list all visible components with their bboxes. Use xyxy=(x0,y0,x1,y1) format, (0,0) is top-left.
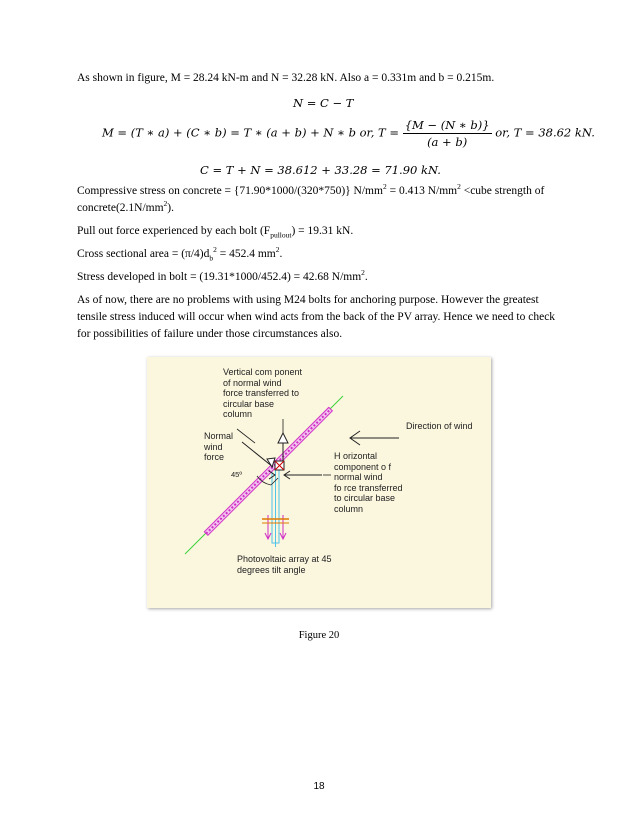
equation-moment-right: or, T = 38.62 kN. xyxy=(495,125,595,140)
equation-moment-left: M = (T ∗ a) + (C ∗ b) = T ∗ (a + b) + N ∗ b or, T = xyxy=(102,125,400,140)
pullout-text-2: ) = 19.31 kN. xyxy=(291,225,354,237)
area-text-1: Cross sectional area = (π/4)d xyxy=(77,248,210,260)
compressive-text-4: ). xyxy=(167,202,175,214)
stress-text-2: . xyxy=(364,271,368,283)
label-horizontal-component: H orizontal component o f normal wind fo rce transferred to circular base column xyxy=(334,451,403,514)
page-number: 18 xyxy=(313,781,325,792)
label-normal-wind-force: Normal wind force xyxy=(204,431,234,462)
area-text-3: . xyxy=(279,248,283,260)
equation-n: N = C − T xyxy=(293,96,354,110)
compressive-stress-paragraph xyxy=(77,183,567,217)
equation-c: C = T + N = 38.612 + 33.28 = 71.90 kN. xyxy=(200,163,441,177)
compressive-text-2: = 0.413 N/mm xyxy=(386,185,458,197)
conclusion-paragraph: As of now, there are no problems with using M24 bolts for anchoring purpose. However the greatest tensile stress induced will occur when wind acts from the back of the PV array. Hence we need to check for possibilities of failure under those circumstances also. xyxy=(77,294,556,340)
stress-superscript: 2 xyxy=(361,268,365,278)
cross-section-paragraph xyxy=(77,246,567,263)
pullout-subscript: pullout xyxy=(270,230,292,240)
label-vertical-component: Vertical com ponent of normal wind force transferred to circular base column xyxy=(223,367,303,419)
area-text-2: = 452.4 mm xyxy=(216,248,276,260)
figure-caption: Figure 20 xyxy=(298,630,340,641)
normal-force-arrow xyxy=(242,442,273,467)
fraction-numerator: {M − (N ∗ b)} xyxy=(404,118,490,132)
fraction-denominator: (a + b) xyxy=(427,135,468,149)
figure-wind-force-diagram xyxy=(147,357,491,608)
compressive-sup-2: 2 xyxy=(457,182,461,192)
pullout-text-1: Pull out force experienced by each bolt (F xyxy=(77,225,271,237)
area-subscript: b xyxy=(209,253,214,263)
stress-text-1: Stress developed in bolt = (19.31*1000/452.4) = 42.68 N/mm xyxy=(77,271,362,283)
area-superscript: 2 xyxy=(213,245,217,255)
area-superscript-2: 2 xyxy=(275,245,280,255)
label-direction-of-wind: Direction of wind xyxy=(406,421,473,431)
intro-paragraph: As shown in figure, M = 28.24 kN-m and N = 32.28 kN. Also a = 0.331m and b = 0.215m. xyxy=(77,72,495,84)
compressive-text-1: Compressive stress on concrete = {71.90*1000/(320*750)} N/mm xyxy=(77,185,383,197)
equation-fraction xyxy=(403,118,492,149)
label-angle-45: 45º xyxy=(231,470,243,479)
pullout-force-paragraph xyxy=(77,223,567,240)
equation-moment xyxy=(102,118,595,149)
compressive-sup-3: 2 xyxy=(163,199,168,209)
label-pv-array: Photovoltaic array at 45 degrees tilt angle xyxy=(237,554,332,575)
compressive-text-3: <cube strength of concrete(2.1N/mm xyxy=(77,185,545,214)
bolt-stress-paragraph xyxy=(77,269,567,286)
compressive-sup-1: 2 xyxy=(382,182,387,192)
